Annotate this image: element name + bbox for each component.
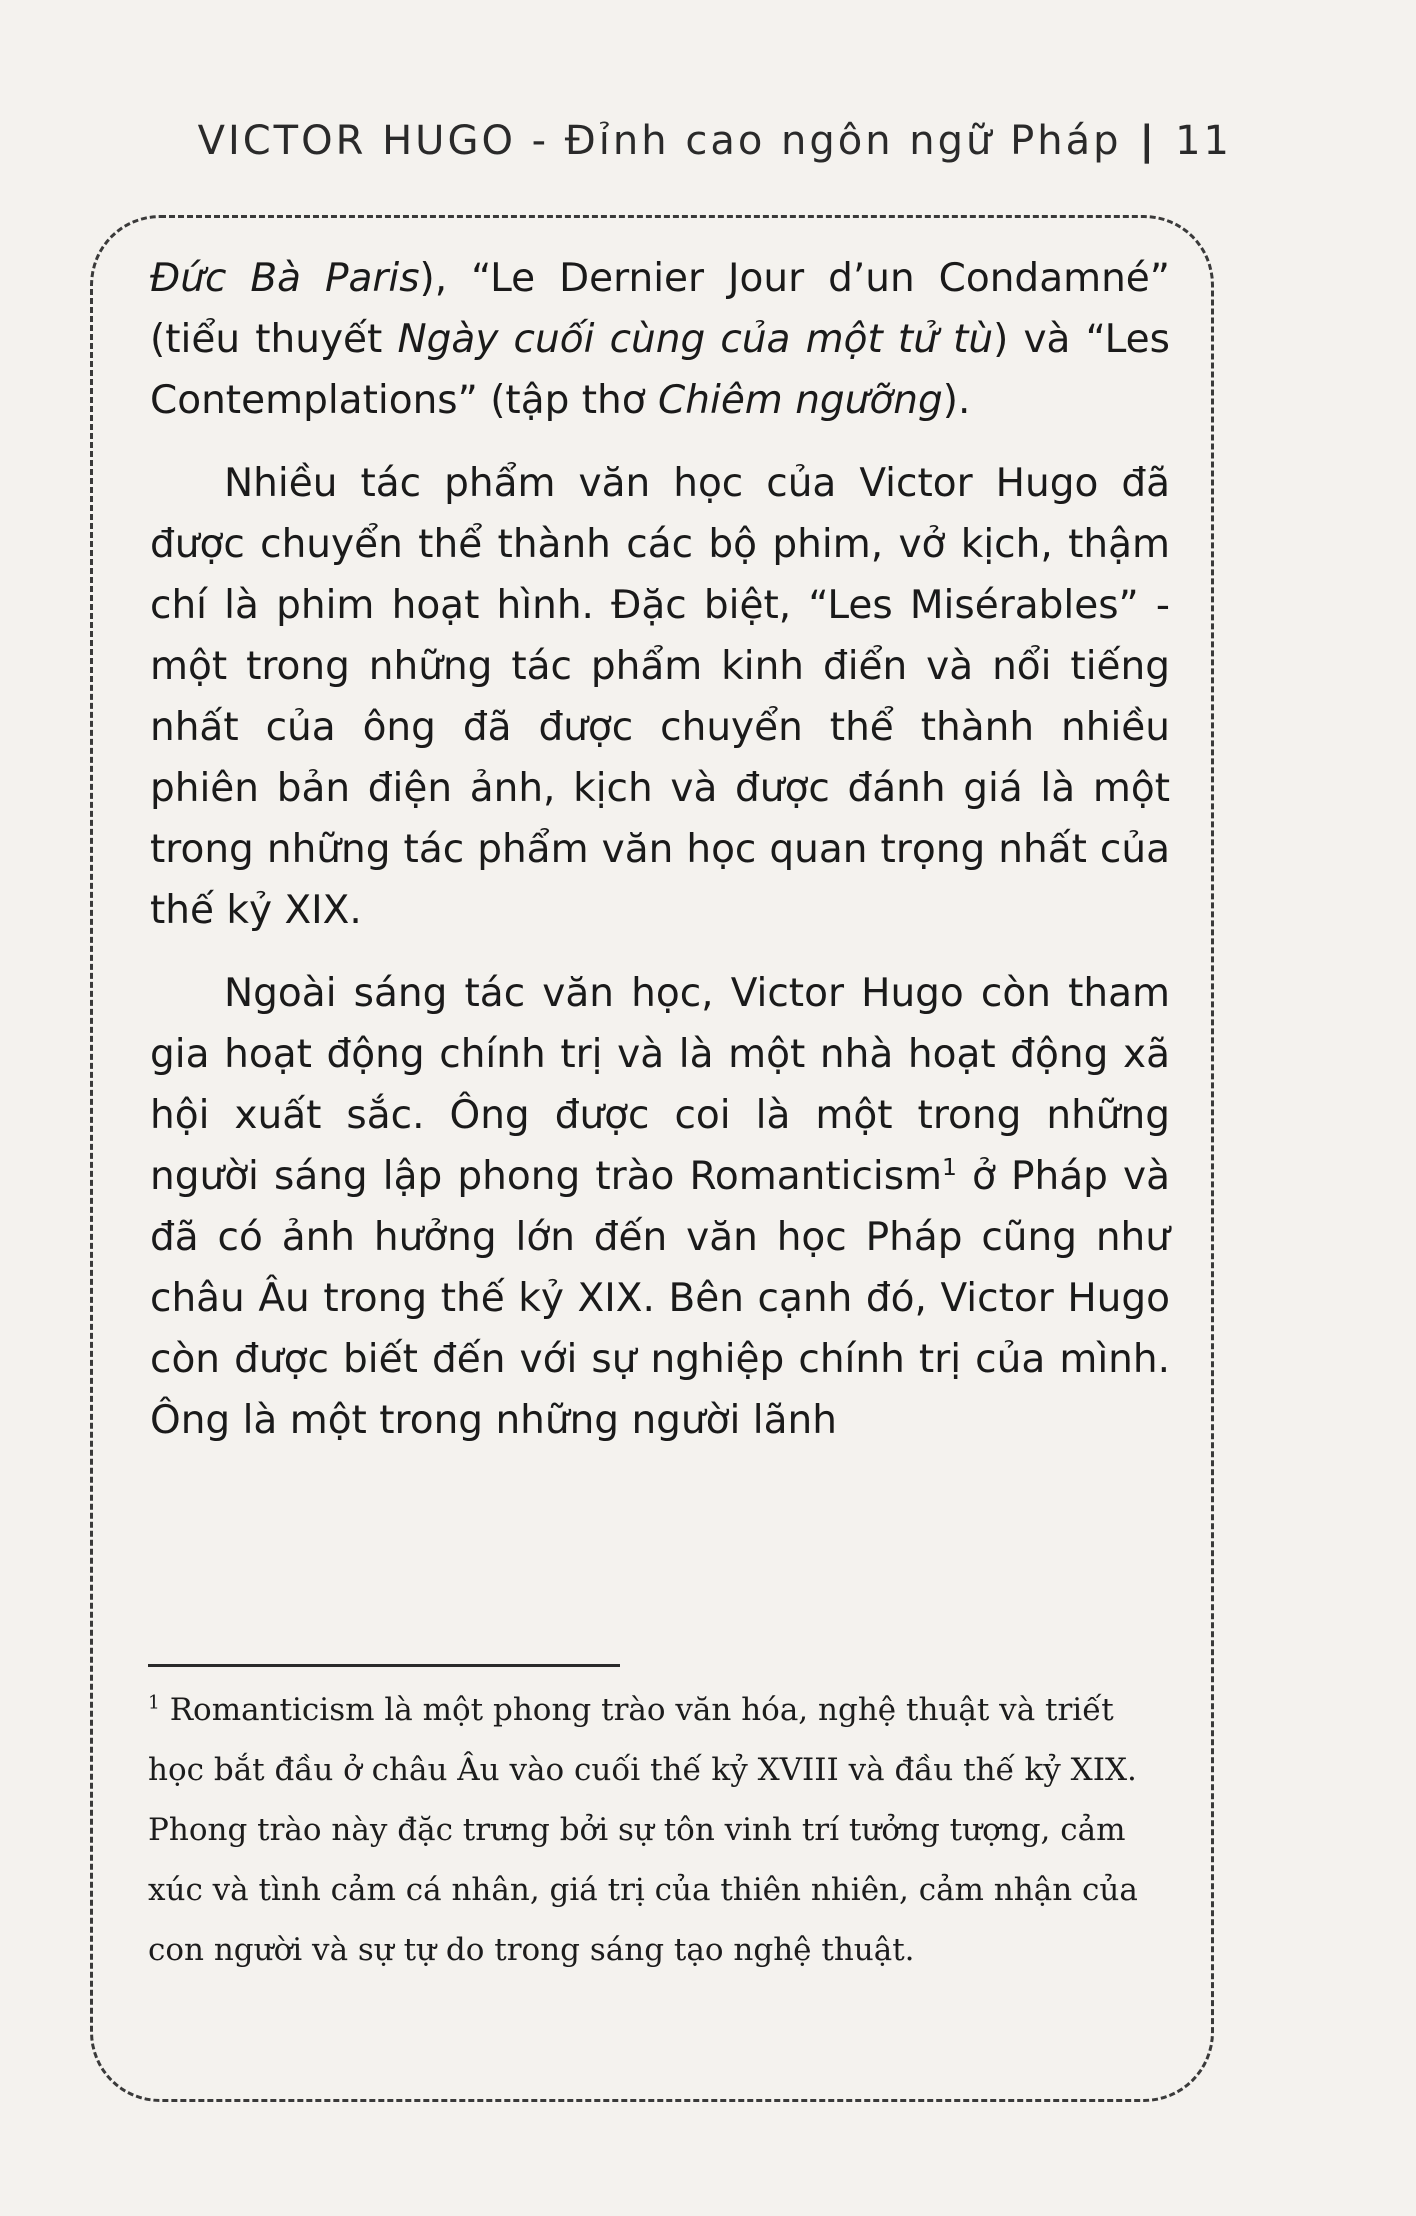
running-title: VICTOR HUGO - Đỉnh cao ngôn ngữ Pháp: [197, 118, 1122, 164]
main-text: [150, 248, 1170, 1473]
footnote-reference: 1: [942, 1153, 957, 1181]
header-separator: |: [1139, 118, 1158, 164]
paragraph-2: Nhiều tác phẩm văn học của Victor Hugo đã được chuyển thể thành các bộ phim, vở kịch, thậm chí là phim hoạt hình. Đặc biệt, “Les Misérables” - một trong những tác phẩm kinh điển và nổi tiếng nhất của ông đã được chuyển thể thành nhiều phiên bản điện ảnh, kịch và được đánh giá là một trong những tác phẩm văn học quan trọng nhất của thế kỷ XIX.: [150, 461, 1170, 933]
footnote-divider: [148, 1664, 620, 1667]
footnote-marker: 1: [148, 1692, 160, 1714]
page-number: 11: [1175, 118, 1232, 164]
footnote: [148, 1680, 1168, 1980]
running-header: [198, 118, 1232, 164]
paragraph-1: Đức Bà Paris), “Le Dernier Jour d’un Condamné” (tiểu thuyết Ngày cuối cùng của một tử tù) và “Les Contemplations” (tập thơ Chiêm ngưỡng).: [150, 256, 1170, 423]
title-chiem-nguong: Chiêm ngưỡng: [658, 378, 943, 423]
title-notre-dame: Đức Bà Paris: [150, 256, 420, 301]
title-ngay-cuoi-cung: Ngày cuối cùng của một tử tù: [397, 317, 994, 362]
footnote-text: Romanticism là một phong trào văn hóa, nghệ thuật và triết học bắt đầu ở châu Âu vào cuối thế kỷ XVIII và đầu thế kỷ XIX. Phong trào này đặc trưng bởi sự tôn vinh trí tưởng tượng, cảm xúc và tình cảm cá nhân, giá trị của thiên nhiên, cảm nhận của con người và sự tự do trong sáng tạo nghệ thuật.: [148, 1692, 1138, 1968]
paragraph-3: Ngoài sáng tác văn học, Victor Hugo còn tham gia hoạt động chính trị và là một nhà hoạt động xã hội xuất sắc. Ông được coi là một trong những người sáng lập phong trào Romanticism$^1$ ở Pháp và đã có ảnh hưởng lớn đến văn học Pháp cũng như châu Âu trong thế kỷ XIX. Bên cạnh đó, Victor Hugo còn được biết đến với sự nghiệp chính trị của mình. Ông là một trong những người lãnh: [150, 971, 1170, 1443]
